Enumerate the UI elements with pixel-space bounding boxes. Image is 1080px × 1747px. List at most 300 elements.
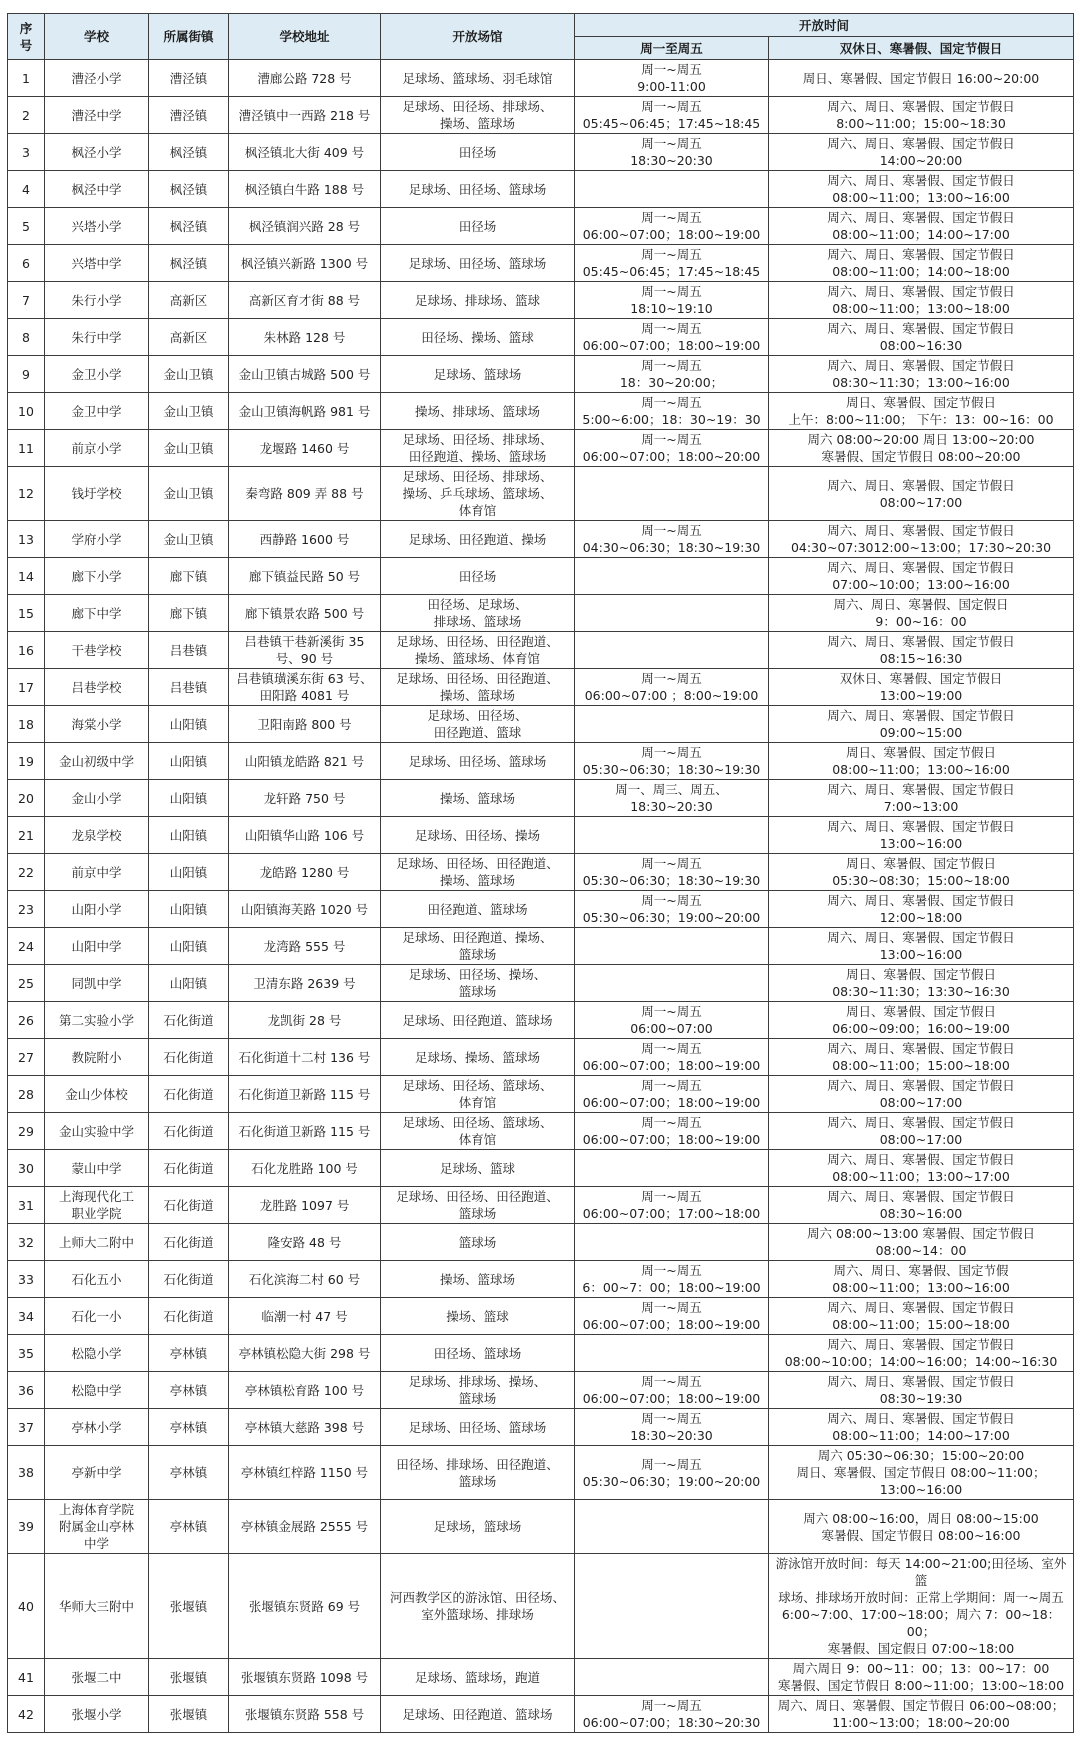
cell-weekday [575,965,769,1002]
table-row [8,854,1074,891]
cell-address: 枫泾镇兴新路 1300 号 [229,245,381,282]
cell-venues: 足球场、田径场、篮球场 [381,171,575,208]
table-row [8,1039,1074,1076]
cell-index: 12 [8,467,45,521]
cell-school: 华师大三附中 [45,1554,149,1659]
cell-venues: 操场、篮球 [381,1298,575,1335]
cell-venues: 足球场、田径场、田径跑道、 操场、篮球场 [381,669,575,706]
cell-town: 石化街道 [149,1298,229,1335]
cell-weekend: 周六、周日、寒暑假、国定节假日 08:00~11:00；13:00~16:00 [769,171,1074,208]
cell-town: 漕泾镇 [149,97,229,134]
cell-weekend: 周六、周日、寒暑假、国定节假日 04:30~07:3012:00~13:00；17:30~20:30 [769,521,1074,558]
cell-school: 兴塔小学 [45,208,149,245]
table-body [8,60,1074,1733]
cell-weekend: 周六、周日、寒暑假、国定节假日 8:00~11:00；15:00~18:30 [769,97,1074,134]
table-row [8,780,1074,817]
cell-index: 31 [8,1187,45,1224]
cell-index: 11 [8,430,45,467]
cell-weekday [575,1500,769,1554]
cell-weekday: 周一~周五 05:45~06:45；17:45~18:45 [575,97,769,134]
cell-address: 龙皓路 1280 号 [229,854,381,891]
cell-town: 山阳镇 [149,965,229,1002]
table-row [8,1113,1074,1150]
cell-school: 石化一小 [45,1298,149,1335]
cell-weekend: 周六、周日、寒暑假、国定节假日 12:00~18:00 [769,891,1074,928]
cell-venues: 足球场、田径跑道、篮球场 [381,1002,575,1039]
cell-weekday: 周一~周五 06:00~07:00；18:00~20:00 [575,430,769,467]
cell-index: 28 [8,1076,45,1113]
cell-venues: 田径场、排球场、田径跑道、 篮球场 [381,1446,575,1500]
cell-index: 13 [8,521,45,558]
cell-index: 16 [8,632,45,669]
table-row [8,1372,1074,1409]
cell-index: 2 [8,97,45,134]
cell-school: 金山初级中学 [45,743,149,780]
cell-school: 上海体育学院 附属金山亭林 中学 [45,1500,149,1554]
cell-index: 22 [8,854,45,891]
cell-school: 钱圩学校 [45,467,149,521]
cell-weekday [575,1150,769,1187]
cell-town: 枫泾镇 [149,171,229,208]
table-row [8,1150,1074,1187]
cell-venues: 操场、排球场、篮球场 [381,393,575,430]
cell-weekday: 周一~周五 5:00~6:00；18：30~19：30 [575,393,769,430]
cell-venues: 足球场、篮球 [381,1150,575,1187]
cell-address: 亭林镇红梓路 1150 号 [229,1446,381,1500]
cell-weekend: 周六、周日、寒暑假、国定节假日 08:00~16:30 [769,319,1074,356]
table-row [8,1500,1074,1554]
table-row [8,208,1074,245]
cell-address: 石化街道卫新路 115 号 [229,1113,381,1150]
table-row [8,965,1074,1002]
cell-weekday: 周一~周五 06:00~07:00；18:00~19:00 [575,1298,769,1335]
table-row [8,430,1074,467]
cell-address: 卫清东路 2639 号 [229,965,381,1002]
cell-school: 龙泉学校 [45,817,149,854]
header-school: 学校 [45,14,149,60]
cell-weekday: 周一~周五 06:00~07:00；18:00~19:00 [575,208,769,245]
cell-address: 隆安路 48 号 [229,1224,381,1261]
cell-weekday: 周一~周五 06:00~07:00 [575,1002,769,1039]
cell-weekend: 周日、寒暑假、国定节假日 06:00~09:00；16:00~19:00 [769,1002,1074,1039]
cell-address: 廊下镇益民路 50 号 [229,558,381,595]
cell-town: 山阳镇 [149,854,229,891]
cell-school: 金山小学 [45,780,149,817]
cell-town: 亭林镇 [149,1409,229,1446]
cell-venues: 足球场、篮球场、羽毛球馆 [381,60,575,97]
cell-school: 前京小学 [45,430,149,467]
cell-school: 漕泾小学 [45,60,149,97]
cell-index: 39 [8,1500,45,1554]
cell-address: 漕廊公路 728 号 [229,60,381,97]
cell-weekend: 周日、寒暑假、国定节假日 05:30~08:30；15:00~18:00 [769,854,1074,891]
cell-index: 10 [8,393,45,430]
cell-index: 36 [8,1372,45,1409]
cell-address: 金山卫镇古城路 500 号 [229,356,381,393]
cell-town: 高新区 [149,282,229,319]
cell-venues: 操场、篮球场 [381,1261,575,1298]
cell-venues: 足球场、田径场、篮球场 [381,1409,575,1446]
cell-venues: 足球场、篮球场 [381,356,575,393]
header-weekend: 双休日、寒暑假、国定节假日 [769,37,1074,60]
table-row [8,1076,1074,1113]
cell-weekend: 周六、周日、寒暑假、国定节假日 08:00~11:00；14:00~17:00 [769,1409,1074,1446]
cell-index: 20 [8,780,45,817]
cell-venues: 河西教学区的游泳馆、田径场、 室外篮球场、排球场 [381,1554,575,1659]
cell-weekend: 周六、周日、寒暑假、国定假日 9：00~16：00 [769,595,1074,632]
table-row [8,521,1074,558]
cell-school: 枫泾中学 [45,171,149,208]
cell-weekday: 周一~周五 06:00~07:00；18:00~19:00 [575,1113,769,1150]
cell-school: 亭林小学 [45,1409,149,1446]
cell-weekday [575,171,769,208]
cell-address: 张堰镇东贤路 1098 号 [229,1659,381,1696]
cell-school: 漕泾中学 [45,97,149,134]
table-row [8,356,1074,393]
table-row [8,669,1074,706]
cell-venues: 足球场、篮球场，跑道 [381,1659,575,1696]
cell-weekend: 周六、周日、寒暑假、国定节假日 13:00~16:00 [769,817,1074,854]
cell-weekend: 周六、周日、寒暑假、国定节假日 08:00~11:00；13:00~18:00 [769,282,1074,319]
cell-weekend: 周六、周日、寒暑假、国定节假日 08:00~17:00 [769,467,1074,521]
table-row [8,319,1074,356]
cell-weekday: 周一~周五 06:00~07:00；18:00~19:00 [575,1039,769,1076]
cell-venues: 田径场 [381,208,575,245]
cell-venues: 足球场、田径场、篮球场、 体育馆 [381,1076,575,1113]
cell-weekday [575,632,769,669]
cell-town: 金山卫镇 [149,430,229,467]
cell-school: 朱行中学 [45,319,149,356]
cell-town: 高新区 [149,319,229,356]
cell-school: 前京中学 [45,854,149,891]
cell-venues: 田径场、篮球场 [381,1335,575,1372]
cell-school: 上海现代化工 职业学院 [45,1187,149,1224]
cell-address: 龙湾路 555 号 [229,928,381,965]
cell-venues: 操场、篮球场 [381,780,575,817]
cell-address: 枫泾镇润兴路 28 号 [229,208,381,245]
cell-weekday: 周一~周五 18:10~19:10 [575,282,769,319]
cell-index: 26 [8,1002,45,1039]
cell-school: 石化五小 [45,1261,149,1298]
cell-weekend: 周六周日 9：00~11：00；13：00~17：00 寒暑假、国定节假日 8:00~11:00；13:00~18:00 [769,1659,1074,1696]
cell-weekend: 周六、周日、寒暑假、国定节假 08:00~11:00；13:00~16:00 [769,1261,1074,1298]
table-row [8,1659,1074,1696]
cell-weekday [575,1335,769,1372]
cell-town: 石化街道 [149,1224,229,1261]
cell-index: 33 [8,1261,45,1298]
table-row [8,817,1074,854]
cell-school: 金卫小学 [45,356,149,393]
cell-weekend: 游泳馆开放时间：每天 14:00~21:00;田径场、室外篮 球场、排球场开放时间：正常上学期间：周一~周五 6:00~7:00、17:00~18:00；周六 7：00~18：00； 寒暑假、国定假日 07:00~18:00 [769,1554,1074,1659]
cell-index: 24 [8,928,45,965]
header-address: 学校地址 [229,14,381,60]
header-venues: 开放场馆 [381,14,575,60]
table-row [8,97,1074,134]
cell-weekend: 周六、周日、寒暑假、国定节假日 07:00~10:00；13:00~16:00 [769,558,1074,595]
cell-index: 3 [8,134,45,171]
cell-weekday [575,1554,769,1659]
cell-address: 吕巷镇干巷新溪街 35 号、90 号 [229,632,381,669]
cell-address: 高新区育才街 88 号 [229,282,381,319]
cell-weekday [575,558,769,595]
header-index: 序 号 [8,14,45,60]
cell-school: 山阳小学 [45,891,149,928]
header-town: 所属街镇 [149,14,229,60]
cell-address: 临潮一村 47 号 [229,1298,381,1335]
cell-weekend: 周六、周日、寒暑假、国定节假日 08:00~11:00；15:00~18:00 [769,1298,1074,1335]
table-header [8,14,1074,60]
cell-school: 同凯中学 [45,965,149,1002]
cell-index: 8 [8,319,45,356]
table-row [8,245,1074,282]
cell-school: 第二实验小学 [45,1002,149,1039]
cell-town: 枫泾镇 [149,134,229,171]
cell-address: 石化滨海二村 60 号 [229,1261,381,1298]
cell-school: 教院附小 [45,1039,149,1076]
cell-school: 松隐小学 [45,1335,149,1372]
cell-town: 山阳镇 [149,928,229,965]
cell-school: 廊下中学 [45,595,149,632]
school-venue-table [7,13,1074,1733]
cell-weekday: 周一~周五 05:30~06:30；18:30~19:30 [575,854,769,891]
cell-venues: 足球场，篮球场 [381,1500,575,1554]
cell-weekday: 周一~周五 06:00~07:00；17:00~18:00 [575,1187,769,1224]
cell-weekday: 周一~周五 18：30~20:00； [575,356,769,393]
cell-town: 张堰镇 [149,1659,229,1696]
table-row [8,1261,1074,1298]
cell-weekday: 周一~周五 05:30~06:30；19:00~20:00 [575,891,769,928]
cell-weekend: 周六、周日、寒暑假、国定节假日 7:00~13:00 [769,780,1074,817]
cell-weekend: 双休日、寒暑假、国定节假日 13:00~19:00 [769,669,1074,706]
cell-weekday [575,595,769,632]
table-row [8,595,1074,632]
cell-index: 19 [8,743,45,780]
header-open-time: 开放时间 [575,14,1074,37]
table-row [8,1696,1074,1733]
cell-weekend: 周六、周日、寒暑假、国定节假日 08:00~11:00；15:00~18:00 [769,1039,1074,1076]
cell-venues: 田径场、操场、篮球 [381,319,575,356]
cell-index: 6 [8,245,45,282]
cell-index: 34 [8,1298,45,1335]
cell-weekday: 周一~周五 05:30~06:30；19:00~20:00 [575,1446,769,1500]
cell-venues: 足球场、田径场、排球场、 操场、乒乓球场、篮球场、 体育馆 [381,467,575,521]
cell-town: 亭林镇 [149,1335,229,1372]
cell-weekday [575,1224,769,1261]
cell-weekend: 周六 08:00~16:00，周日 08:00~15:00 寒暑假、国定节假日 08:00~16:00 [769,1500,1074,1554]
cell-weekday [575,467,769,521]
cell-town: 石化街道 [149,1187,229,1224]
cell-town: 山阳镇 [149,780,229,817]
cell-school: 亭新中学 [45,1446,149,1500]
cell-address: 朱林路 128 号 [229,319,381,356]
cell-venues: 足球场、田径场、操场 [381,817,575,854]
table-row [8,891,1074,928]
table-row [8,1409,1074,1446]
cell-weekend: 周六、周日、寒暑假、国定节假日 14:00~20:00 [769,134,1074,171]
cell-weekday: 周一、周三、周五、 18:30~20:30 [575,780,769,817]
cell-venues: 足球场、田径场、篮球场 [381,743,575,780]
cell-school: 金山少体校 [45,1076,149,1113]
cell-index: 9 [8,356,45,393]
cell-weekend: 周六、周日、寒暑假、国定节假日 08:00~17:00 [769,1076,1074,1113]
cell-address: 龙胜路 1097 号 [229,1187,381,1224]
cell-weekday: 周一~周五 6：00~7：00；18:00~19:00 [575,1261,769,1298]
cell-weekend: 周六、周日、寒暑假、国定节假日 08:30~19:30 [769,1372,1074,1409]
table-row [8,558,1074,595]
cell-school: 学府小学 [45,521,149,558]
table-row [8,1298,1074,1335]
table-row [8,928,1074,965]
cell-town: 吕巷镇 [149,632,229,669]
header-weekday: 周一至周五 [575,37,769,60]
cell-venues: 足球场、田径场、排球场、 田径跑道、操场、篮球场 [381,430,575,467]
cell-address: 张堰镇东贤路 558 号 [229,1696,381,1733]
cell-weekend: 周六、周日、寒暑假、国定节假日 08:00~11:00；14:00~17:00 [769,208,1074,245]
cell-weekday: 周一~周五 9:00-11:00 [575,60,769,97]
cell-weekend: 周日、寒暑假、国定节假日 08:30~11:30；13:30~16:30 [769,965,1074,1002]
table-row [8,1335,1074,1372]
cell-venues: 足球场、田径场、篮球场、 体育馆 [381,1113,575,1150]
cell-venues: 田径场、足球场、 排球场、篮球场 [381,595,575,632]
table-row [8,632,1074,669]
cell-weekday: 周一~周五 04:30~06:30；18:30~19:30 [575,521,769,558]
cell-weekday: 周一~周五 18:30~20:30 [575,1409,769,1446]
cell-weekend: 周六、周日、寒暑假、国定节假日 13:00~16:00 [769,928,1074,965]
cell-index: 15 [8,595,45,632]
cell-school: 蒙山中学 [45,1150,149,1187]
cell-weekday: 周一~周五 06:00~07:00；18:00~19:00 [575,319,769,356]
cell-index: 32 [8,1224,45,1261]
table-row [8,393,1074,430]
cell-index: 23 [8,891,45,928]
cell-weekend: 周日、寒暑假、国定节假日 16:00~20:00 [769,60,1074,97]
table-row [8,171,1074,208]
cell-index: 30 [8,1150,45,1187]
cell-weekend: 周六、周日、寒暑假、国定节假日 08:30~16:00 [769,1187,1074,1224]
table-row [8,706,1074,743]
cell-school: 朱行小学 [45,282,149,319]
cell-school: 金卫中学 [45,393,149,430]
cell-school: 张堰二中 [45,1659,149,1696]
cell-town: 山阳镇 [149,743,229,780]
cell-weekend: 周六 08:00~20:00 周日 13:00~20:00 寒暑假、国定节假日 08:00~20:00 [769,430,1074,467]
cell-address: 亭林镇松隐大街 298 号 [229,1335,381,1372]
cell-weekend: 周日、寒暑假、国定节假日 08:00~11:00；13:00~16:00 [769,743,1074,780]
cell-weekday [575,706,769,743]
cell-address: 漕泾镇中一西路 218 号 [229,97,381,134]
cell-address: 山阳镇海芙路 1020 号 [229,891,381,928]
cell-index: 40 [8,1554,45,1659]
table-row [8,134,1074,171]
cell-venues: 足球场、田径场、操场、 篮球场 [381,965,575,1002]
cell-town: 金山卫镇 [149,393,229,430]
cell-town: 金山卫镇 [149,356,229,393]
cell-town: 张堰镇 [149,1554,229,1659]
cell-index: 5 [8,208,45,245]
cell-index: 25 [8,965,45,1002]
table-row [8,467,1074,521]
cell-town: 石化街道 [149,1002,229,1039]
cell-index: 29 [8,1113,45,1150]
table-row [8,1002,1074,1039]
cell-address: 枫泾镇北大街 409 号 [229,134,381,171]
cell-town: 枫泾镇 [149,208,229,245]
cell-venues: 田径跑道、篮球场 [381,891,575,928]
cell-index: 41 [8,1659,45,1696]
cell-weekday [575,817,769,854]
cell-address: 金山卫镇海帆路 981 号 [229,393,381,430]
cell-weekday [575,1659,769,1696]
cell-address: 山阳镇龙皓路 821 号 [229,743,381,780]
cell-town: 廊下镇 [149,558,229,595]
cell-venues: 足球场、田径场、田径跑道、 篮球场 [381,1187,575,1224]
cell-town: 亭林镇 [149,1446,229,1500]
table-row [8,1224,1074,1261]
cell-school: 枫泾小学 [45,134,149,171]
cell-weekday: 周一~周五 05:30~06:30；18:30~19:30 [575,743,769,780]
cell-town: 山阳镇 [149,891,229,928]
cell-index: 35 [8,1335,45,1372]
cell-weekend: 周六 05:30~06:30；15:00~20:00 周日、寒暑假、国定节假日 08:00~11:00； 13:00~16:00 [769,1446,1074,1500]
cell-weekday: 周一~周五 06:00~07:00；18:00~19:00 [575,1372,769,1409]
cell-index: 18 [8,706,45,743]
table-row [8,743,1074,780]
table-row [8,1187,1074,1224]
cell-address: 龙轩路 750 号 [229,780,381,817]
cell-town: 石化街道 [149,1076,229,1113]
cell-school: 海棠小学 [45,706,149,743]
cell-venues: 足球场、田径场、田径跑道、 操场、篮球场、体育馆 [381,632,575,669]
cell-weekend: 周六、周日、寒暑假、国定节假日 09:00~15:00 [769,706,1074,743]
cell-school: 吕巷学校 [45,669,149,706]
cell-weekend: 周六、周日、寒暑假、国定节假日 08:00~11:00；14:00~18:00 [769,245,1074,282]
cell-town: 石化街道 [149,1039,229,1076]
cell-weekday: 周一~周五 05:45~06:45；17:45~18:45 [575,245,769,282]
cell-weekday: 周一~周五 06:00~07:00 ；8:00~19:00 [575,669,769,706]
cell-town: 石化街道 [149,1113,229,1150]
cell-venues: 篮球场 [381,1224,575,1261]
table-row [8,1446,1074,1500]
cell-address: 秦弯路 809 弄 88 号 [229,467,381,521]
cell-weekend: 周六、周日、寒暑假、国定节假日 08:00~11:00；13:00~17:00 [769,1150,1074,1187]
cell-address: 亭林镇大慈路 398 号 [229,1409,381,1446]
cell-town: 枫泾镇 [149,245,229,282]
cell-weekday: 周一~周五 06:00~07:00；18:30~20:30 [575,1696,769,1733]
cell-weekend: 周六、周日、寒暑假、国定节假日 08:15~16:30 [769,632,1074,669]
table-row [8,60,1074,97]
cell-school: 松隐中学 [45,1372,149,1409]
cell-venues: 足球场、田径场、田径跑道、 操场、篮球场 [381,854,575,891]
cell-school: 兴塔中学 [45,245,149,282]
cell-weekend: 周六、周日、寒暑假、国定节假日 08:00~10:00；14:00~16:00；14:00~16:30 [769,1335,1074,1372]
cell-town: 金山卫镇 [149,467,229,521]
cell-index: 37 [8,1409,45,1446]
cell-address: 石化龙胜路 100 号 [229,1150,381,1187]
cell-address: 石化街道卫新路 115 号 [229,1076,381,1113]
cell-school: 上师大二附中 [45,1224,149,1261]
cell-venues: 足球场、排球场、篮球 [381,282,575,319]
cell-town: 张堰镇 [149,1696,229,1733]
cell-address: 张堰镇东贤路 69 号 [229,1554,381,1659]
cell-address: 亭林镇松育路 100 号 [229,1372,381,1409]
cell-address: 亭林镇金展路 2555 号 [229,1500,381,1554]
cell-weekday: 周一~周五 06:00~07:00；18:00~19:00 [575,1076,769,1113]
cell-index: 4 [8,171,45,208]
cell-address: 山阳镇华山路 106 号 [229,817,381,854]
cell-town: 金山卫镇 [149,521,229,558]
cell-index: 17 [8,669,45,706]
cell-venues: 足球场、排球场、操场、 篮球场 [381,1372,575,1409]
